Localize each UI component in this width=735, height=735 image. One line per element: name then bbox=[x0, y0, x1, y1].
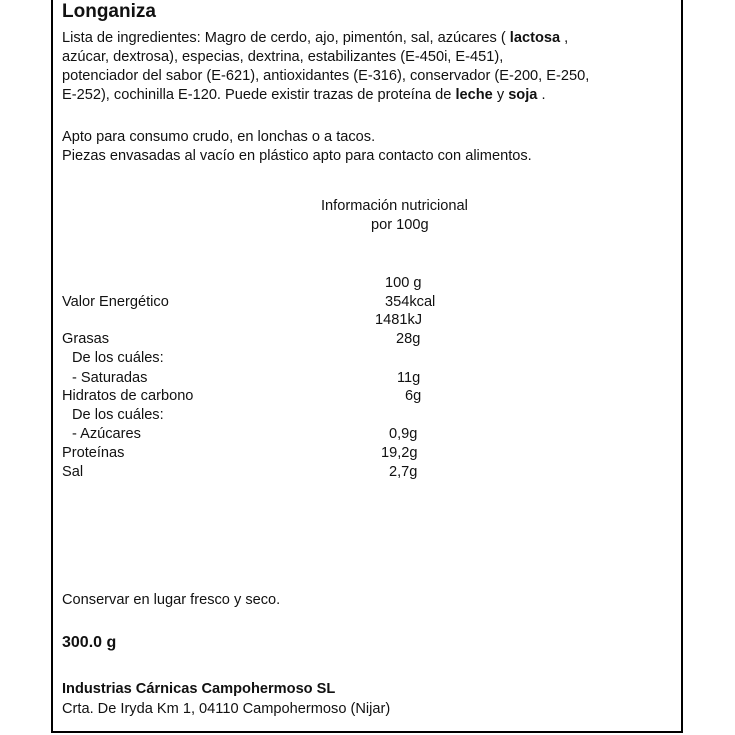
row-label: De los cuáles: bbox=[72, 407, 164, 423]
row-label: De los cuáles: bbox=[72, 350, 164, 366]
ingredients-text: y bbox=[492, 87, 509, 103]
ingredients-text: , bbox=[560, 30, 569, 46]
manufacturer-address: Crta. De Iryda Km 1, 04110 Campohermoso (Nijar) bbox=[62, 701, 391, 717]
row-value: 0,9g bbox=[389, 426, 418, 442]
row-label: Grasas bbox=[62, 331, 110, 347]
row-value: 6g bbox=[405, 388, 422, 404]
ingredients-line-2: azúcar, dextrosa), especias, dextrina, estabilizantes (E-450i, E-451), bbox=[62, 49, 504, 65]
row-value: 354kcal bbox=[385, 294, 436, 310]
ingredients-text: Lista de ingredientes: Magro de cerdo, ajo, pimentón, sal, azúcares ( bbox=[62, 30, 510, 46]
ingredients-line-1 bbox=[62, 30, 568, 47]
row-value: 1481kJ bbox=[375, 312, 423, 328]
net-weight: 300.0 g bbox=[62, 634, 117, 651]
nutrition-subtitle: por 100g bbox=[371, 217, 429, 233]
row-value: 28g bbox=[396, 331, 421, 347]
allergen-leche: leche bbox=[455, 87, 493, 103]
row-label: Hidratos de carbono bbox=[62, 388, 194, 404]
row-label: Proteínas bbox=[62, 445, 125, 461]
ingredients-text: . bbox=[537, 87, 546, 103]
ingredients-line-3: potenciador del sabor (E-621), antioxidantes (E-316), conservador (E-200, E-250, bbox=[62, 68, 590, 84]
row-label: Valor Energético bbox=[62, 294, 169, 310]
usage-line-2: Piezas envasadas al vacío en plástico apto para contacto con alimentos. bbox=[62, 148, 532, 164]
manufacturer-name: Industrias Cárnicas Campohermoso SL bbox=[62, 681, 336, 697]
row-value: 19,2g bbox=[381, 445, 418, 461]
allergen-soja: soja bbox=[508, 87, 538, 103]
nutrition-column-header: 100 g bbox=[385, 275, 422, 291]
row-label: - Saturadas bbox=[72, 370, 148, 386]
ingredients-line-4 bbox=[62, 87, 546, 104]
row-value: 11g bbox=[397, 370, 421, 386]
product-name: Longaniza bbox=[62, 1, 156, 22]
row-value: 2,7g bbox=[389, 464, 418, 480]
allergen-lactosa: lactosa bbox=[509, 30, 561, 46]
nutrition-title: Información nutricional bbox=[321, 198, 468, 214]
row-label: Sal bbox=[62, 464, 84, 480]
ingredients-text: E-252), cochinilla E-120. Puede existir trazas de proteína de bbox=[62, 87, 456, 103]
storage-instructions: Conservar en lugar fresco y seco. bbox=[62, 592, 281, 608]
usage-line-1: Apto para consumo crudo, en lonchas o a tacos. bbox=[62, 129, 376, 145]
row-label: - Azúcares bbox=[72, 426, 141, 442]
